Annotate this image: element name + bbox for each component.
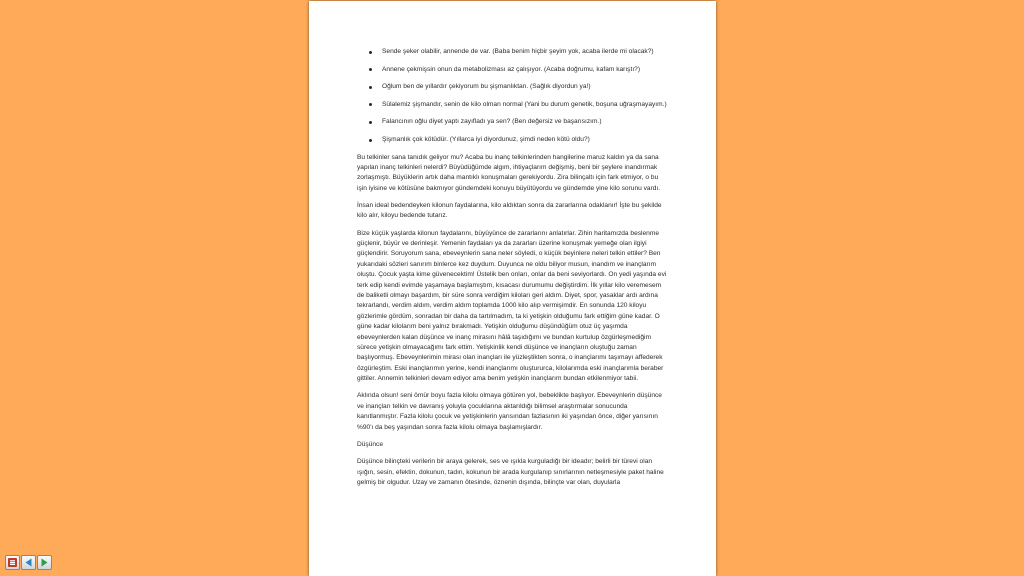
section-heading: Düşünce [357, 440, 384, 448]
page-content [357, 47, 669, 495]
bullet-item: Annene çekmişsin onun da metabolizması az çalışıyor. (Acaba doğrumu, kafam karıştı?) [357, 65, 669, 75]
bullet-item: Oğlum ben de yıllardır çekiyorum bu şişmanlıktan. (Sağlık diyordun ya!) [357, 82, 669, 92]
paragraph: Aklında olsun! seni ömür boyu fazla kilolu olmaya götüren yol, bebeklikte başlıyor. Ebeveynlerin düşünce ve inançları telkin ve davranış yoluyla çocuklarına aktarıldığı bilimsel araştırmalar sonucunda kanıtlanmıştır. Fazla kilolu çocuk ve yetişkinlerin yarısından fazlasının iki yaşından önce, diğer yarısının %90'ı da beş yaşından sonra fazla kilolu olmaya başlamışlardır. [357, 392, 662, 431]
bullet-item: Şişmanlık çok kötüdür. (Yıllarca iyi diyordunuz, şimdi neden kötü oldu?) [357, 135, 669, 145]
paragraph: Bize küçük yaşlarda kilonun faydalarını, büyüyünce de zararlarını anlatırlar. Zihin haritamızda beslenme güçlenir, büyür ve derinleşir. Yemenin faydaları ya da zararları üzerine konuşmak yemeğe olan ilgiyi güçlendirir. Soruyorum sana, ebeveynlerin sana neler söyledi, o küçük beyinlere neleri telkin ettiler? Ben yukarıdaki sözleri sanırım binlerce kez duydum. Duyunca ne oldu biliyor musun, inandım ve inançlarım oluştu. Çocuk yaşta kime güvenecektim! Üstelik ben onları, onlar da beni seviyorlardı. On yedi yaşında evi terk edip kendi evimde yaşamaya başlamıştım, kısacası durumumu değiştirdim. İlk yıllar kilo veremesem de baliketli olmayı başardım, bir süre sonra verdiğim kiloları geri aldım. Diyet, spor, yasaklar ardı ardına tekrarlandı, verdim aldım, verdim aldım toplamda 1000 kilo alıp vermişimdir. En sonunda 120 kiloyu gözlerimle gördüm, sonradan bir daha da tartılmadım, ta ki yetişkin olduğumu fark ettiğim güne kadar. O güne kadar kilolarım beni yalnız bırakmadı. Yetişkin olduğumu düşündüğüm otuz üç yaşımda ebeveynlerden kalan düşünce ve inanç mirasını hâlâ taşıdığımı ve bundan kurtulup özgürleşmediğim sürece yetişkin olmayacağımı fark ettim. Yetişkinlik kendi düşünce ve inançların oluştuğu zaman başlıyormuş. Ebeveynlerimin mirası olan inançları ile yüzleştikten sonra, o inançlarımı taşımayı affederek özgürleştim. Eski inançlarımın yerine, kendi inançlarımı oluştururca, kilolarımda eski inançlarımla beraber gittiler. Annemin telkinleri devam ediyor ama benim yetişkin inançlarım bundan etkilenmiyor tabii. [357, 229, 667, 383]
next-button[interactable] [37, 555, 52, 570]
presentation-controls [5, 555, 52, 571]
bullet-item: Sende şeker olabilir, annende de var. (Baba benim hiçbir şeyim yok, acaba ilerde mi olacak?) [357, 47, 669, 57]
bullet-item: Sülalemiz şişmandır, senin de kilo olman normal (Yani bu durum genetik, boşuna uğraşmayayım.) [357, 100, 669, 110]
previous-icon [23, 557, 34, 568]
document-page [309, 1, 716, 576]
bullet-item: Falancının oğlu diyet yaptı zayıfladı ya sen? (Ben değersiz ve başarısızım.) [357, 117, 669, 127]
next-icon [39, 557, 50, 568]
paragraph: Düşünce bilinçteki verilerin bir araya gelerek, ses ve ışıkla kurguladığı bir ideadır; belirli bir türevi olan ışığın, sesin, efektin, dokunun, tadın, kokunun bir arada kurgulanıp sınırlarının netleşmesiyle paket haline gelmiş bir olgudur. Uzay ve zamanın ötesinde, öznenin dışında, bilinçte var olan, duyularla [357, 458, 664, 486]
previous-button[interactable] [21, 555, 36, 570]
menu-button[interactable] [5, 555, 20, 570]
paragraph: Bu telkinler sana tanıdık geliyor mu? Acaba bu inanç telkinlerinden hangilerine maruz kaldın ya da sana yapılan inanç telkinleri nelerdi? Büyüdüğümde algım, ihtiyaçlarım değişmiş, beni bir şeylere inandırmak zorlaşmıştı. Büyüklerin artık daha mantıklı konuşmaları gerekiyordu. Zira bilinçaltı için fark etmiyor, o bu işin iyisine ve kötüsüne bakmıyor gündemdeki konuyu büyütüyordu ve gündemde yine kilo sorunu vardı. [357, 153, 661, 192]
paragraph: İnsan ideal bedendeyken kilonun faydalarına, kilo aldıktan sonra da zararlarına odaklanır! İşte bu şekilde kilo alır, kiloyu bedende tutarız. [357, 201, 662, 220]
menu-icon [7, 557, 18, 568]
bullet-list [357, 47, 669, 145]
